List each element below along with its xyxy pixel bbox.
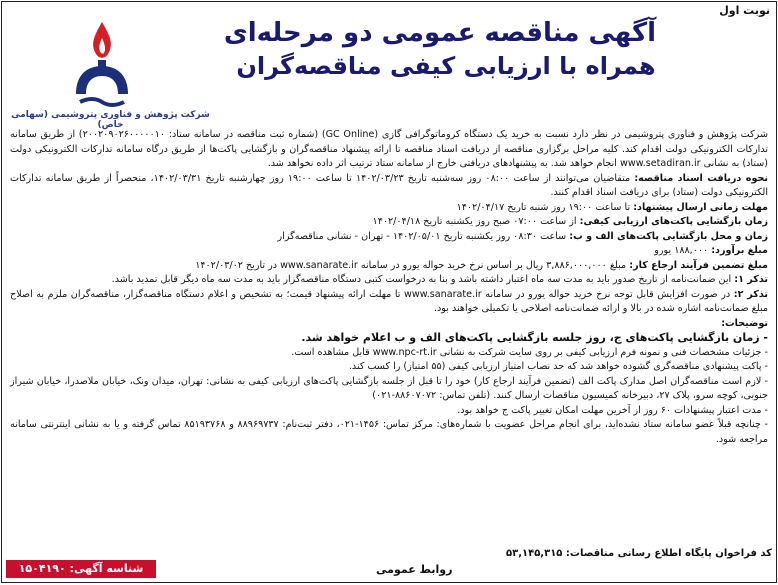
title-line-2: همراه با ارزیابی کیفی مناقصه‌گران: [236, 52, 656, 80]
note-item: - پاکت پیشنهادی مناقصه‌گری گشوده خواهد شد که حد نصاب امتیاز ارزیابی کیفی (۵۵ امتیاز) را کسب کند.: [348, 361, 768, 372]
section-estimate: مبلغ برآورد: ۱۸۸,۰۰۰ یورو: [654, 245, 768, 256]
section-note-2: تذکر ۲: در صورت افزایش قابل توجه نرخ خرید حواله یورو در سامانه www.sanarate.ir تا مهلت ارائه پیشنهاد قیمت؛ به تشخیص و اعلام دستگاه مناقصه‌گزار، مناقصه‌گران ملزم به اصلاح مبلغ ضمانت‌نامه اشاره شده در بالا و ارائه ضمانت‌نامه اصلاحی یا تکمیلی خواهند بود.: [10, 288, 768, 314]
note-item: - لازم است مناقصه‌گران اصل مدارک پاکت الف (تضمین فرآیند ارجاع کار) خود را تا قبل از جلسه بازگشایی پاکت‌های ارزیابی کیفی به نشانی: تهران، میدان ونک، خیابان ملاصدرا، خیابان شیراز جنوبی، کوچه سرو، پلاک ۲۷، دبیرخانه کمیسیون مناقصات ارسال کنند. (تلفن تماس: ۸۸۶۰۷۰۷۲-۰۲۱): [10, 375, 768, 401]
section-deadline: مهلت زمانی ارسال پیشنهاد: تا ساعت ۱۹:۰۰ روز شنبه تاریخ ۱۴۰۲/۰۴/۱۷: [456, 201, 768, 213]
section-doc-receipt: نحوه دریافت اسناد مناقصه: متقاضیان می‌توانند از ساعت ۰۸:۰۰ روز سه‌شنبه تاریخ ۱۴۰۲/۰۳/۲۳ تا ساعت ۱۹:۰۰ روز چهارشنبه تاریخ ۱۴۰۲/۰۳/۳۱، منحصراً از طریق سامانه تدارکات الکترونیکی دولت (ستاد) برای دریافت اسناد اقدام کنند.: [10, 172, 768, 198]
round-label: نوبت اول: [719, 4, 770, 17]
ad-id-badge: شناسه آگهی: ۱۵۰۴۱۹۰: [6, 560, 156, 578]
title-line-1: آگهی مناقصه عمومی دو مرحله‌ای: [223, 18, 656, 48]
note-item: - زمان بازگشایی پاکت‌های ج، روز جلسه بازگشایی پاکت‌های الف و ب اعلام خواهد شد.: [301, 331, 768, 344]
ad-body: [10, 128, 768, 447]
intro-paragraph: شرکت پژوهش و فناوری پتروشیمی در نظر دارد نسبت به خرید یک دستگاه کروماتوگرافی گازی (GC Online) (شماره ثبت مناقصه در سامانه ستاد: ۲۰۰۲۰۹۰۲۶۰۰۰۰۰۱۰) از طریق سامانه تدارکات الکترونیکی دولت اقدام کند. کلیه مراحل برگزاری مناقصه از دریافت اسناد مناقصه تا ارائه پیشنهاد مناقصه‌گران و بازگشایی پاکت‌ها از طریق درگاه سامانه تدارکات الکترونیکی دولت (ستاد) به نشانی www.setadiran.ir انجام خواهد شد. به پیشنهادهای دریافتی خارج از سامانه ستاد ترتیب اثر داده نخواهد شد.: [10, 129, 768, 169]
company-logo-icon: [52, 18, 152, 110]
ad-footer: [6, 548, 772, 578]
section-quality-opening: زمان بازگشایی پاکت‌های ارزیابی کیفی: از ساعت ۰۷:۰۰ صبح روز یکشنبه تاریخ ۱۴۰۲/۰۴/۱۸: [372, 216, 768, 227]
section-guarantee: مبلغ تضمین فرآیند ارجاع کار: مبلغ ۳,۸۸۶,۰۰۰,۰۰۰ ریال بر اساس نرخ خرید حواله یورو در سامانه www.sanarate.ir در تاریخ ۱۴۰۲/۰۳/۰۲: [195, 259, 768, 271]
section-envelope-opening: زمان و محل بازگشایی پاکت‌های الف و ب: ساعت ۰۸:۳۰ روز یکشنبه تاریخ ۱۴۰۲/۰۵/۰۱ - تهران - نشانی مناقصه‌گزار: [277, 230, 768, 242]
public-relations-label: روابط عمومی: [376, 563, 453, 576]
notes-title: توضیحات:: [721, 317, 768, 329]
note-item: - چنانچه قبلاً عضو سامانه ستاد نشده‌اید، برای انجام مراحل عضویت با شماره‌های: مرکز تماس: ۱۴۵۶-۰۲۱، دفتر ثبت‌نام: ۸۸۹۶۹۷۳۷ و ۸۵۱۹۳۷۶۸ تماس گرفته و یا به نشانی اینترنتی سامانه مراجعه شود.: [10, 419, 768, 445]
ad-page: [1, 1, 777, 583]
tender-ref-code: کد فراخوان پایگاه اطلاع رسانی مناقصات: ۵۳,۱۴۵,۳۱۵: [505, 548, 772, 559]
note-item: - مدت اعتبار پیشنهادات ۶۰ روز از آخرین مهلت امکان تغییر پاکت ج خواهد بود.: [457, 404, 768, 416]
section-note-1: تذکر ۱: این ضمانت‌نامه از تاریخ صدور باید به مدت سه ماه اعتبار داشته باشد و بنا به درخواست کتبی دستگاه مناقصه‌گزار باید به مدت سه ماه دیگر قابل تمدید باشد.: [111, 274, 768, 285]
note-item: - جزئیات مشخصات فنی و نمونه فرم ارزیابی کیفی بر روی سایت شرکت به نشانی www.npc-rt.ir قابل مشاهده است.: [291, 346, 768, 358]
company-name: شرکت پژوهش و فناوری پتروشیمی (سهامی خاص): [11, 110, 210, 130]
ad-title: [223, 16, 656, 82]
